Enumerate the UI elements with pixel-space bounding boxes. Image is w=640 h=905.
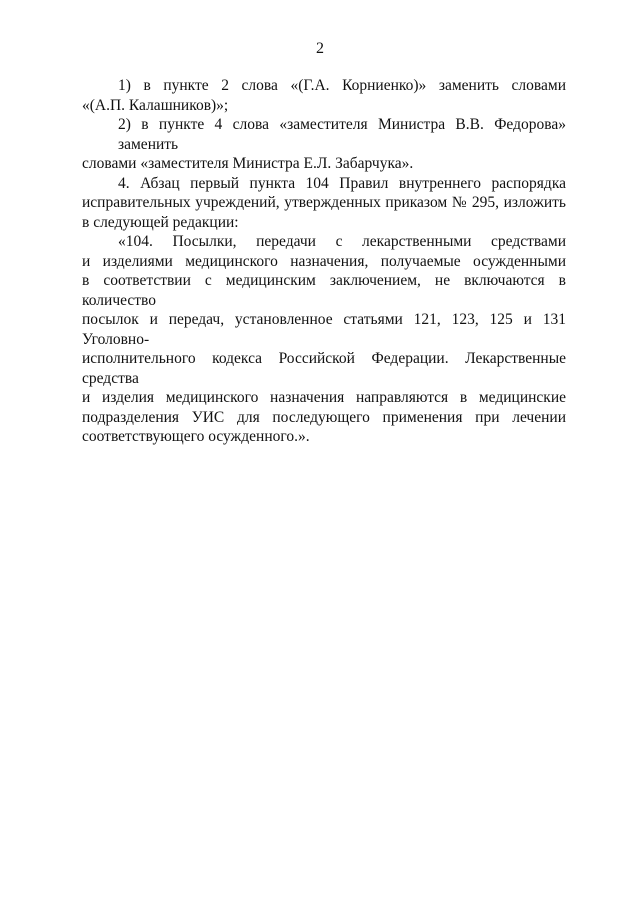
text-line: словами «заместителя Министра Е.Л. Забарчука». — [82, 155, 414, 172]
text-line: «104. Посылки, передачи с лекарственными средствами — [118, 233, 566, 250]
text-line: и изделиями медицинского назначения, получаемые осужденными — [82, 252, 566, 270]
paragraph-4 — [82, 174, 566, 233]
paragraph-item-2 — [82, 115, 566, 174]
text-line: подразделения УИС для последующего применения при лечении — [82, 408, 566, 426]
text-line: «(А.П. Калашников)»; — [82, 96, 229, 114]
text-line: 2) в пункте 4 слова «заместителя Министра В.В. Федорова» заменить — [118, 116, 566, 153]
text-line: 4. Абзац первый пункта 104 Правил внутреннего распорядка — [118, 174, 566, 192]
text-line: исправительных учреждений, утвержденных приказом № 295, изложить — [82, 194, 566, 211]
quoted-paragraph-104 — [82, 232, 566, 447]
text-line: в соответствии с медицинским заключением, не включаются в количество — [82, 272, 566, 309]
text-line: исполнительного кодекса Российской Федерации. Лекарственные средства — [82, 350, 566, 387]
text-line: соответствующего осужденного.». — [82, 428, 310, 445]
text-line: в следующей редакции: — [82, 213, 239, 231]
text-line: и изделия медицинского назначения направляются в медицинские — [82, 389, 566, 406]
text-line: 1) в пункте 2 слова «(Г.А. Корниенко)» заменить словами — [118, 77, 566, 94]
page-number: 2 — [316, 40, 324, 57]
text-line: посылок и передач, установленное статьями 121, 123, 125 и 131 Уголовно- — [82, 311, 566, 348]
document-body — [82, 76, 566, 447]
paragraph-item-1 — [82, 76, 566, 115]
